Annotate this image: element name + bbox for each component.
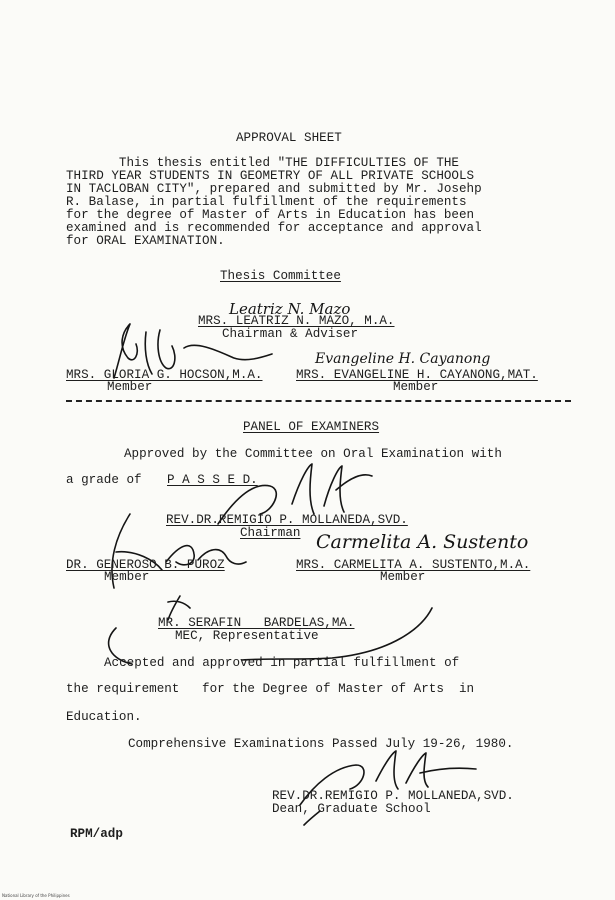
signature-sustento bbox=[312, 518, 552, 560]
dean-role: Dean, Graduate School bbox=[272, 802, 431, 816]
panel-member-left-role: Member bbox=[104, 570, 150, 584]
section-divider bbox=[66, 400, 571, 402]
svg-text:Carmelita A. Sustento: Carmelita A. Sustento bbox=[316, 531, 529, 553]
comprehensive-exam-line: Comprehensive Examinations Passed July 19-26, 1980. bbox=[128, 737, 514, 751]
committee-member-right-name: MRS. EVANGELINE H. CAYANONG,MAT. bbox=[296, 368, 538, 382]
panel-member-right-role: Member bbox=[380, 570, 426, 584]
thesis-statement bbox=[66, 157, 536, 248]
approved-line: Approved by the Committee on Oral Examination with bbox=[124, 447, 502, 461]
committee-member-left-name: MRS. GLORIA G. HOCSON,M.A. bbox=[66, 368, 263, 382]
thesis-committee-heading: Thesis Committee bbox=[220, 269, 341, 283]
panel-member-left-name: DR. GENEROSO B. PUROZ bbox=[66, 558, 225, 572]
statement-line: This thesis entitled "THE DIFFICULTIES OF THE bbox=[66, 156, 459, 170]
grade-value: P A S S E D. bbox=[167, 473, 258, 487]
statement-line: IN TACLOBAN CITY", prepared and submitted by Mr. Josehp bbox=[66, 182, 482, 196]
committee-chairman-name: MRS. LEATRIZ N. MAZO, M.A. bbox=[198, 314, 395, 328]
statement-line: for the degree of Master of Arts in Education has been bbox=[66, 208, 475, 222]
representative-role: MEC, Representative bbox=[175, 629, 319, 643]
statement-line: THIRD YEAR STUDENTS IN GEOMETRY OF ALL PRIVATE SCHOOLS bbox=[66, 169, 475, 183]
acceptance-line-1: Accepted and approved in partial fulfillment of bbox=[104, 656, 460, 670]
representative-name: MR. SERAFIN BARDELAS,MA. bbox=[158, 616, 355, 630]
panel-chairman-name: REV.DR.REMIGIO P. MOLLANEDA,SVD. bbox=[166, 513, 408, 527]
footer-source: National Library of the Philippines bbox=[2, 893, 70, 898]
committee-member-left-role: Member bbox=[107, 380, 153, 394]
panel-chairman-role: Chairman bbox=[240, 526, 301, 540]
acceptance-line-3: Education. bbox=[66, 710, 142, 724]
grade-prefix: a grade of bbox=[66, 473, 142, 487]
statement-line: R. Balase, in partial fulfillment of the requirements bbox=[66, 195, 467, 209]
statement-line: for ORAL EXAMINATION. bbox=[66, 234, 225, 248]
panel-member-right-name: MRS. CARMELITA A. SUSTENTO,M.A. bbox=[296, 558, 531, 572]
reference-initials: RPM/adp bbox=[70, 827, 123, 841]
svg-text:Leatriz N. Mazo: Leatriz N. Mazo bbox=[229, 300, 351, 318]
statement-line: examined and is recommended for acceptance and approval bbox=[66, 221, 482, 235]
acceptance-line-2: the requirement for the Degree of Master of Arts in bbox=[66, 682, 475, 696]
committee-chairman-role: Chairman & Adviser bbox=[222, 327, 359, 341]
committee-member-right-role: Member bbox=[393, 380, 439, 394]
approval-sheet-title: APPROVAL SHEET bbox=[236, 131, 342, 145]
dean-name: REV.DR.REMIGIO P. MOLLANEDA,SVD. bbox=[272, 789, 514, 803]
svg-text:Evangeline H. Cayanong: Evangeline H. Cayanong bbox=[315, 351, 491, 367]
panel-heading: PANEL OF EXAMINERS bbox=[243, 420, 380, 434]
